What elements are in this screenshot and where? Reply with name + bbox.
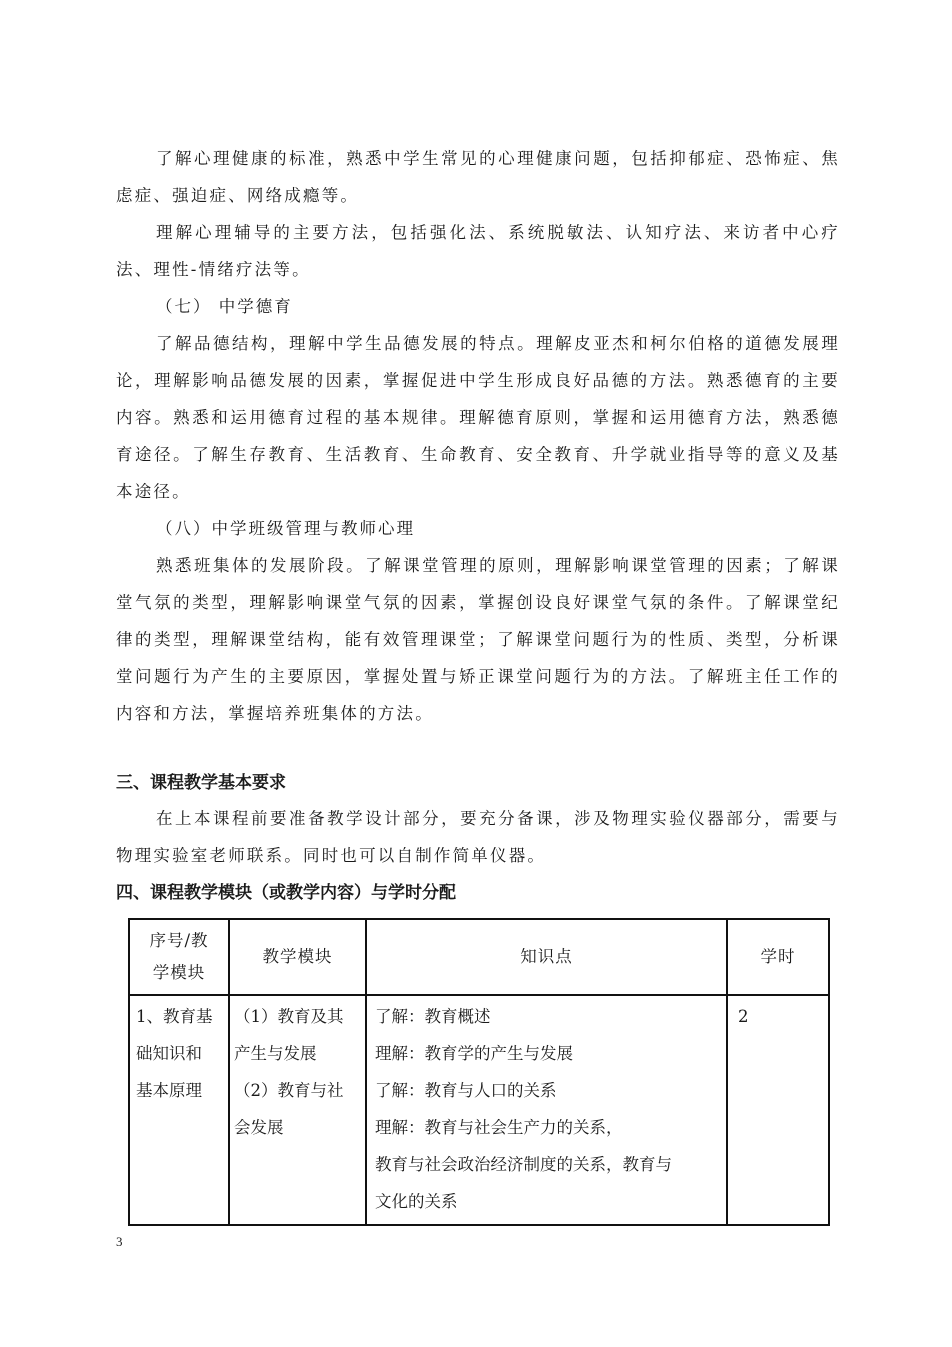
cell-sub-module: （1）教育及其 产生与发展 （2）教育与社 会发展 (229, 995, 366, 1225)
cell-hours: 2 (727, 995, 829, 1225)
paragraph-moral-education: 了解品德结构，理解中学生品德发展的特点。理解皮亚杰和柯尔伯格的道德发展理论，理解影响品德发展的因素，掌握促进中学生形成良好品德的方法。熟悉德育的主要内容。熟悉和运用德育过程的基本规律。理解德育原则，掌握和运用德育方法，熟悉德育途径。了解生存教育、生活教育、生命教育、安全教育、升学就业指导等的意义及基本途径。 (116, 334, 840, 501)
paragraph-counseling-methods: 理解心理辅导的主要方法，包括强化法、系统脱敏法、认知疗法、来访者中心疗法、理性-情绪疗法等。 (116, 223, 840, 279)
subheading-moral-education: （七） 中学德育 (156, 297, 293, 316)
cell-module: 1、教育基 础知识和 基本原理 (129, 995, 229, 1225)
paragraph-class-management: 熟悉班集体的发展阶段。了解课堂管理的原则，理解影响课堂管理的因素；了解课堂气氛的类型，理解影响课堂气氛的因素，掌握创设良好课堂气氛的条件。了解课堂纪律的类型，理解课堂结构，能有效管理课堂；了解课堂问题行为的性质、类型，分析课堂问题行为产生的主要原因，掌握处置与矫正课堂问题行为的方法。了解班主任工作的内容和方法，掌握培养班集体的方法。 (116, 556, 840, 723)
paragraph-mental-health-standards: 了解心理健康的标准，熟悉中学生常见的心理健康问题，包括抑郁症、恐怖症、焦虑症、强迫症、网络成瘾等。 (116, 149, 840, 205)
subheading-class-management: （八）中学班级管理与教师心理 (156, 519, 415, 538)
module-hours-table (128, 918, 830, 1226)
section-3-title: 三、课程教学基本要求 (116, 773, 286, 793)
table-row (129, 995, 829, 1225)
header-hours: 学时 (727, 919, 829, 995)
section-4-title: 四、课程教学模块（或教学内容）与学时分配 (116, 883, 456, 903)
table-header-row (129, 919, 829, 995)
page-number: 3 (116, 1234, 123, 1249)
header-module-number: 序号/教 学模块 (129, 919, 229, 995)
header-teaching-module: 教学模块 (229, 919, 366, 995)
cell-knowledge-points: 了解：教育概述 理解：教育学的产生与发展 了解：教育与人口的关系 理解：教育与社会生产力的关系， 教育与社会政治经济制度的关系，教育与 文化的关系 (366, 995, 727, 1225)
section-3-body: 在上本课程前要准备教学设计部分，要充分备课，涉及物理实验仪器部分，需要与物理实验室老师联系。同时也可以自制作简单仪器。 (116, 809, 840, 865)
header-knowledge-points: 知识点 (366, 919, 727, 995)
